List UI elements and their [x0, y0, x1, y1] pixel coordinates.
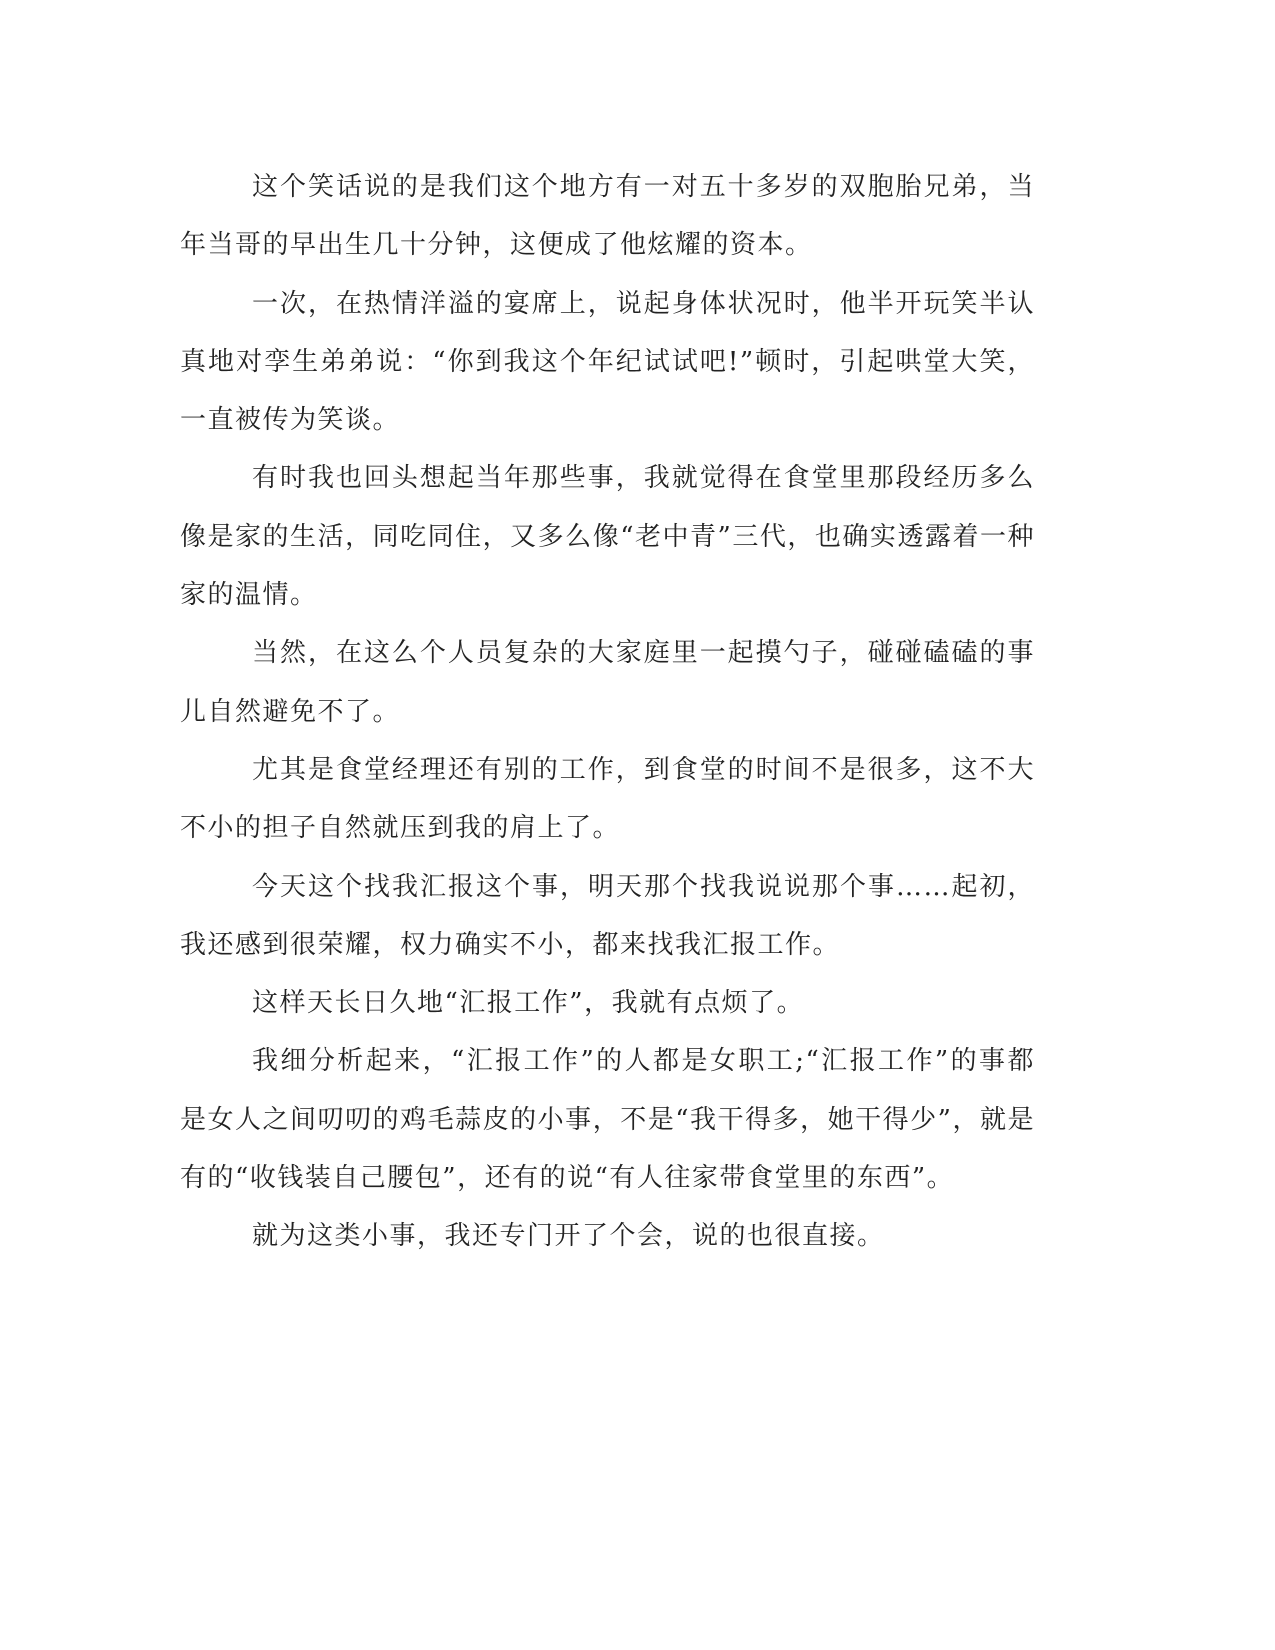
paragraph-9: 就为这类小事，我还专门开了个会，说的也很直接。	[252, 1221, 885, 1252]
paragraph-4: 当然，在这么个人员复杂的大家庭里一起摸勺子，碰碰磕磕的事儿自然避免不了。	[180, 638, 1035, 727]
paragraph-2: 一次，在热情洋溢的宴席上，说起身体状况时，他半开玩笑半认真地对孪生弟弟说：“你到我这个年纪试试吧!”顿时，引起哄堂大笑，一直被传为笑谈。	[180, 288, 1035, 436]
paragraph-6: 今天这个找我汇报这个事，明天那个找我说说那个事……起初，我还感到很荣耀，权力确实不小，都来找我汇报工作。	[180, 871, 1035, 960]
paragraph-1: 这个笑话说的是我们这个地方有一对五十多岁的双胞胎兄弟，当年当哥的早出生几十分钟，这便成了他炫耀的资本。	[180, 172, 1035, 261]
paragraph-5: 尤其是食堂经理还有别的工作，到食堂的时间不是很多，这不大不小的担子自然就压到我的肩上了。	[180, 754, 1035, 844]
paragraph-8: 我细分析起来，“汇报工作”的人都是女职工;“汇报工作”的事都是女人之间叨叨的鸡毛蒜皮的小事，不是“我干得多，她干得少”，就是有的“收钱装自己腰包”，还有的说“有人往家带食堂里的东西”。	[180, 1046, 1035, 1194]
document-body	[180, 158, 1035, 1266]
paragraph-3: 有时我也回头想起当年那些事，我就觉得在食堂里那段经历多么像是家的生活，同吃同住，又多么像“老中青”三代，也确实透露着一种家的温情。	[180, 463, 1035, 611]
paragraph-7: 这样天长日久地“汇报工作”，我就有点烦了。	[252, 988, 805, 1019]
